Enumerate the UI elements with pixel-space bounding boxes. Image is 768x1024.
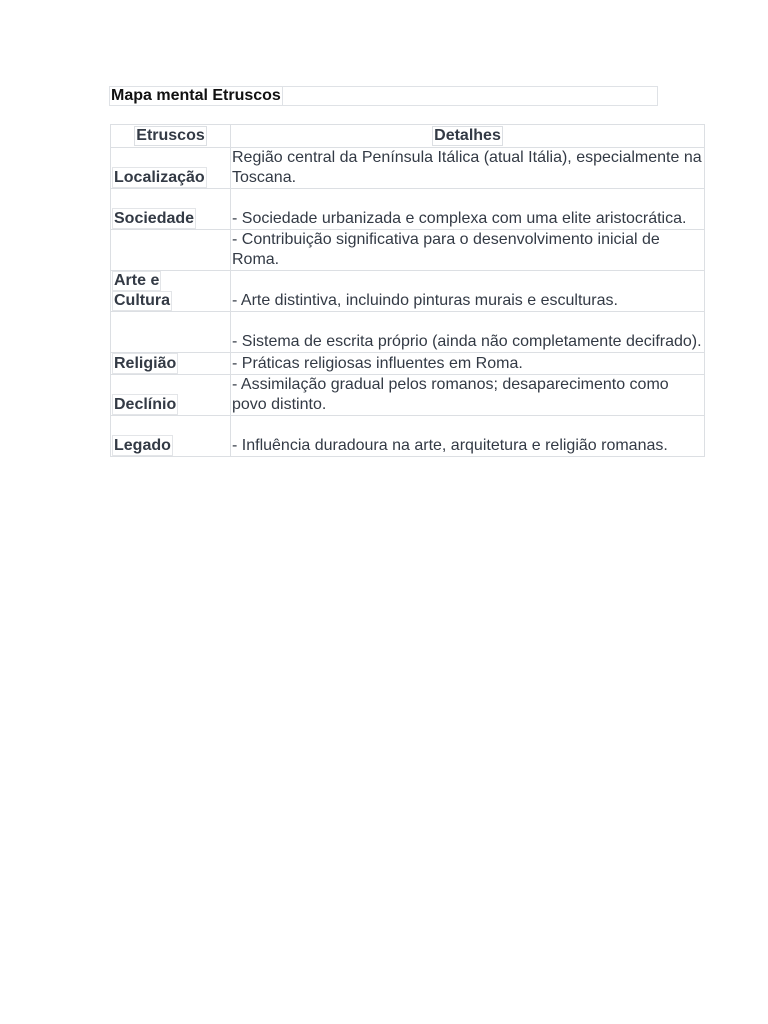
table-row <box>111 271 705 312</box>
detail-cell: - Assimilação gradual pelos romanos; desaparecimento como povo distinto. <box>231 375 705 416</box>
header-cell-detalhes <box>231 125 705 148</box>
detail-cell: - Arte distintiva, incluindo pinturas murais e esculturas. <box>231 271 705 312</box>
row-label-religiao: Religião <box>114 355 177 372</box>
label-cell <box>111 375 231 416</box>
label-cell <box>111 148 231 189</box>
row-label-arte-cultura <box>112 271 172 311</box>
detail-cell: - Influência duradoura na arte, arquitetura e religião romanas. <box>231 416 705 457</box>
mind-map-table <box>110 124 705 457</box>
table-row <box>111 189 705 230</box>
label-cell <box>111 312 231 353</box>
table-row <box>111 230 705 271</box>
detail-cell: - Sistema de escrita próprio (ainda não completamente decifrado). <box>231 312 705 353</box>
detail-cell: - Práticas religiosas influentes em Roma. <box>231 353 705 375</box>
title-box <box>109 86 658 106</box>
row-label-legado: Legado <box>114 437 171 454</box>
table-row <box>111 416 705 457</box>
table-header-row <box>111 125 705 148</box>
label-cell <box>111 353 231 375</box>
row-label-sociedade: Sociedade <box>114 210 195 227</box>
header-detalhes: Detalhes <box>434 127 501 144</box>
detail-cell: - Sociedade urbanizada e complexa com uma elite aristocrática. <box>231 189 705 230</box>
label-cell <box>111 271 231 312</box>
row-label-cultura: Cultura <box>114 292 170 309</box>
detail-cell: Região central da Península Itálica (atual Itália), especialmente na Toscana. <box>231 148 705 189</box>
table-row <box>111 312 705 353</box>
row-label-declinio: Declínio <box>114 396 177 413</box>
header-cell-etruscos <box>111 125 231 148</box>
label-cell <box>111 416 231 457</box>
table-row <box>111 148 705 189</box>
row-label-localizacao: Localização <box>114 169 205 186</box>
row-label-arte: Arte e <box>114 272 160 289</box>
document-title: Mapa mental Etruscos <box>111 87 281 104</box>
header-etruscos: Etruscos <box>136 127 205 144</box>
table-row <box>111 375 705 416</box>
label-cell <box>111 189 231 230</box>
table-row <box>111 353 705 375</box>
detail-cell: - Contribuição significativa para o desenvolvimento inicial de Roma. <box>231 230 705 271</box>
label-cell <box>111 230 231 271</box>
